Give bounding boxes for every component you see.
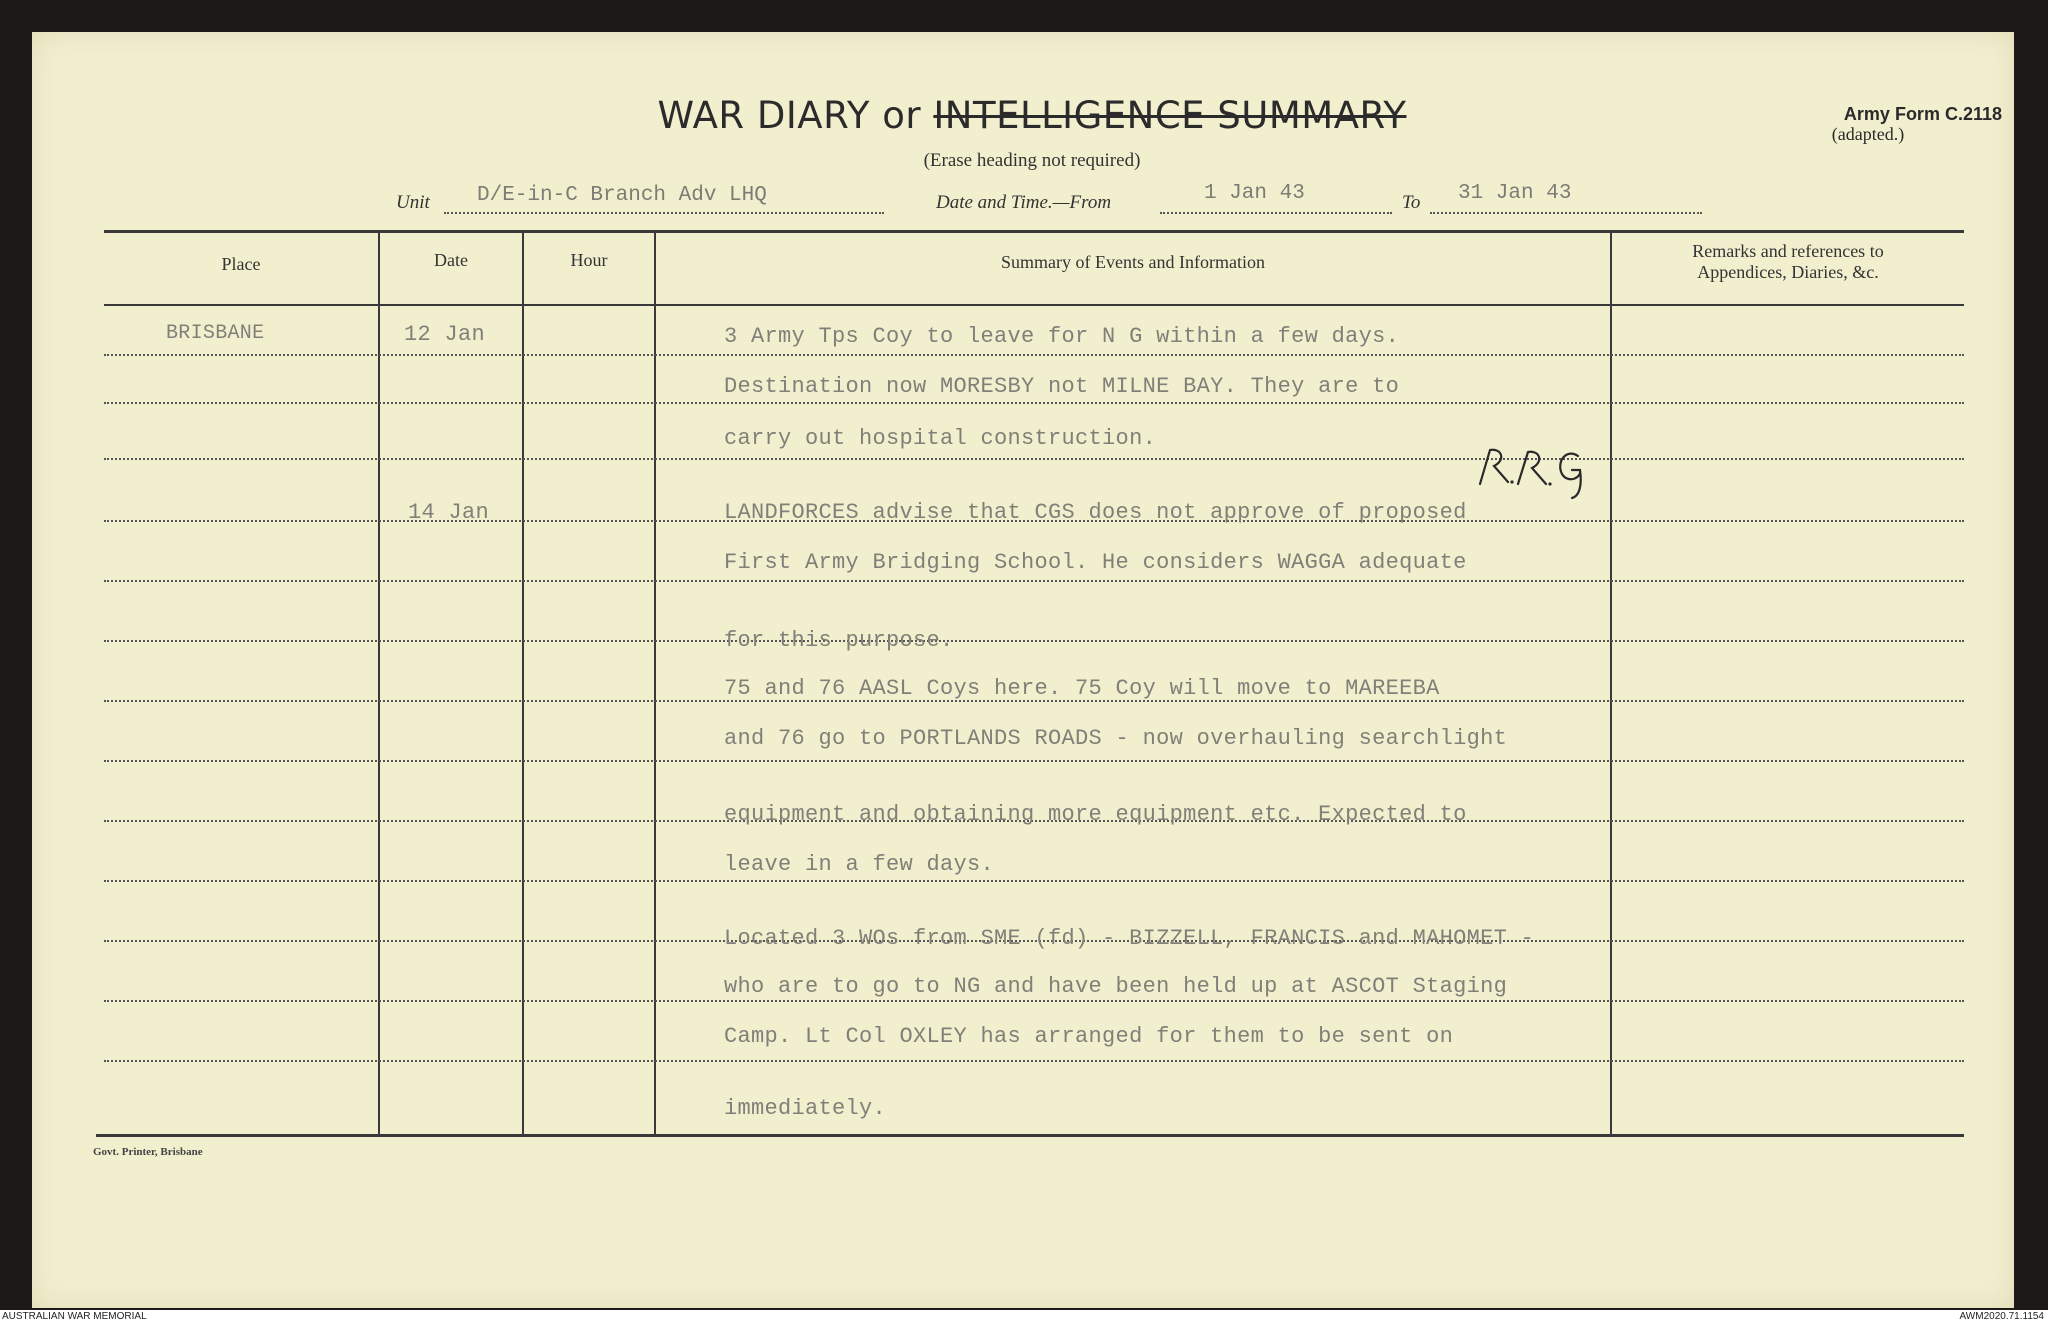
unit-value: D/E-in-C Branch Adv LHQ [477, 184, 767, 207]
table-top-rule [104, 230, 1964, 233]
summary-line-7: 75 and 76 AASL Coys here. 75 Coy will move to MAREEBA [724, 676, 1440, 701]
row-rule [104, 458, 1964, 460]
summary-line-6: for this purpose. [724, 628, 954, 653]
header-remarks-line-2: Appendices, Diaries, &c. [1697, 262, 1879, 282]
row-rule [104, 640, 1964, 642]
date-cell-1: 12 Jan [404, 322, 486, 347]
printer-imprint: Govt. Printer, Brisbane [93, 1146, 203, 1158]
summary-line-4: LANDFORCES advise that CGS does not approve of proposed [724, 500, 1467, 525]
summary-line-12: who are to go to NG and have been held up at ASCOT Staging [724, 974, 1508, 999]
row-rule [104, 760, 1964, 762]
table-bottom-rule [96, 1134, 1964, 1137]
unit-label: Unit [396, 192, 430, 213]
date-from-value: 1 Jan 43 [1204, 182, 1305, 205]
date-to-dotted-line [1430, 212, 1702, 214]
date-from-dotted-line [1160, 212, 1392, 214]
war-diary-form [32, 32, 2014, 1308]
date-to-value: 31 Jan 43 [1458, 182, 1572, 205]
form-subtitle: (Erase heading not required) [923, 150, 1141, 171]
summary-line-9: equipment and obtaining more equipment etc. Expected to [724, 802, 1467, 827]
place-cell: BRISBANE [166, 322, 265, 345]
summary-line-10: leave in a few days. [724, 852, 995, 877]
army-form-adapted: (adapted.) [1831, 124, 1905, 144]
summary-line-1: 3 Army Tps Coy to leave for N G within a few days. [724, 324, 1400, 349]
archive-name: AUSTRALIAN WAR MEMORIAL [2, 1311, 147, 1322]
army-form-number: Army Form C.2118 [1843, 104, 2002, 124]
row-rule [104, 1060, 1964, 1062]
form-title [632, 94, 1432, 137]
summary-line-2: Destination now MORESBY not MILNE BAY. They are to [724, 374, 1400, 399]
header-hour: Hour [570, 250, 608, 270]
archive-caption-strip [0, 1310, 2048, 1324]
row-rule [104, 580, 1964, 582]
summary-line-8: and 76 go to PORTLANDS ROADS - now overhauling searchlight [724, 726, 1508, 751]
header-date: Date [434, 250, 468, 270]
unit-dotted-line [444, 212, 884, 214]
row-rule [104, 1000, 1964, 1002]
summary-line-11: Located 3 WOs from SME (fd) - BIZZELL, FRANCIS and MAHOMET - [724, 926, 1535, 951]
handwritten-initials-signature [1472, 440, 1612, 500]
row-rule [104, 880, 1964, 882]
row-rule [104, 354, 1964, 356]
summary-line-3: carry out hospital construction. [724, 426, 1157, 451]
table-header-rule [104, 304, 1964, 306]
header-remarks-line-1: Remarks and references to [1692, 241, 1884, 261]
date-cell-2: 14 Jan [408, 500, 490, 525]
row-rule [104, 402, 1964, 404]
title-war-diary: WAR DIARY or [657, 94, 922, 137]
date-to-label: To [1402, 192, 1421, 213]
archive-reference: AWM2020.71.1154 [1959, 1311, 2044, 1322]
header-place: Place [221, 254, 261, 274]
date-from-label: Date and Time.—From [936, 192, 1112, 213]
header-summary: Summary of Events and Information [1001, 252, 1265, 272]
title-struck-intelligence-summary: INTELLIGENCE SUMMARY [933, 94, 1407, 137]
summary-line-5: First Army Bridging School. He considers WAGGA adequate [724, 550, 1467, 575]
summary-line-13: Camp. Lt Col OXLEY has arranged for them to be sent on [724, 1024, 1454, 1049]
summary-line-14: immediately. [724, 1096, 887, 1121]
